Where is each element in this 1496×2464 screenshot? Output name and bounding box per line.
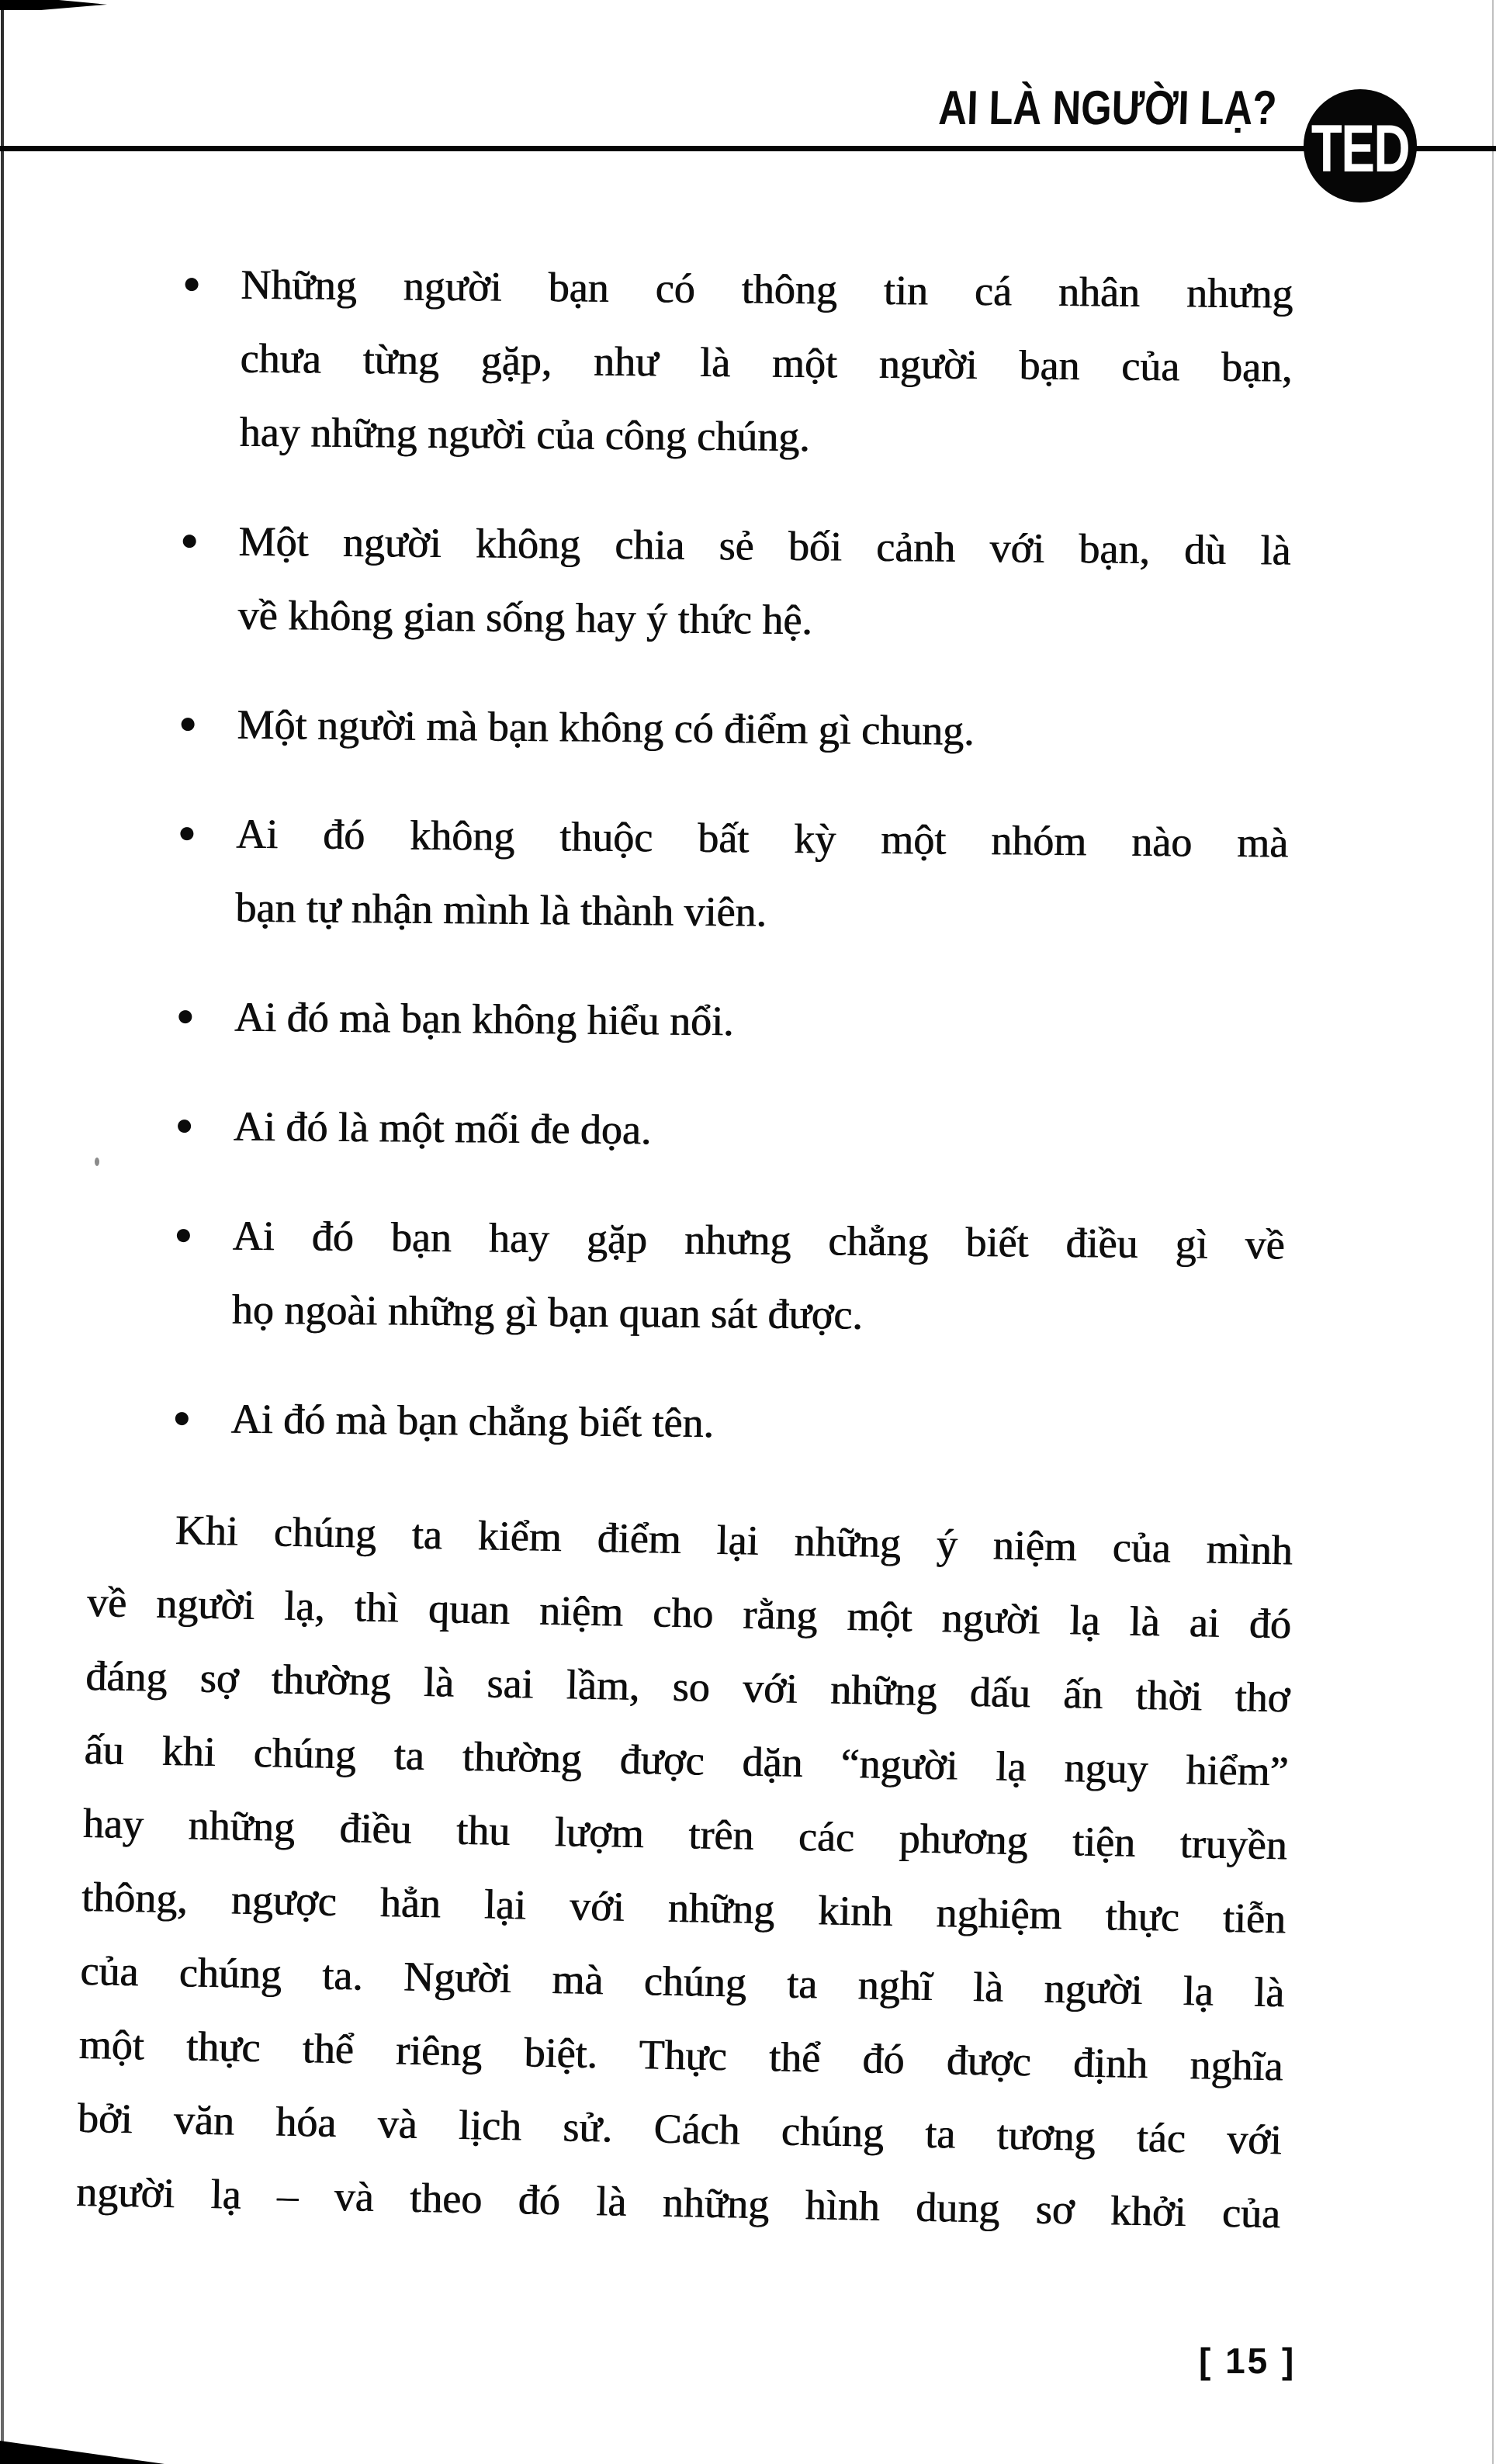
paragraph-line: ấu khi chúng ta thường được dặn “người lạ nguy hiểm” [84,1725,1290,1795]
bullet-text [230,1383,1283,1466]
bullet-line: Một người mà bạn không có điểm gì chung. [237,701,975,754]
bullet-text [234,1090,1286,1173]
bullet-line: bạn tự nhận mình là thành viên. [235,884,767,936]
bullet-item [88,247,1293,479]
bullet-line: Ai đó không thuộc bất kỳ một nhóm nào mà [236,810,1289,867]
bullet-line: Ai đó mà bạn chẳng biết tên. [230,1395,715,1447]
bullet-line: Ai đó là một mối đe dọa. [233,1102,652,1154]
page-left-edge-line [1,0,4,2464]
bullet-text [237,688,1290,771]
paragraph-line: người lạ – và theo đó là những hình dung sơ khởi của [75,2168,1281,2237]
page-right-edge-line [1492,0,1494,2464]
scan-artifact-bottom-left [0,2441,164,2464]
bullet-item [83,796,1289,954]
bullet-line: Ai đó mà bạn không hiểu nổi. [234,993,735,1045]
ted-logo [1304,89,1417,202]
bullet-list [78,247,1293,1465]
bullet-icon [185,278,199,291]
bullet-text [235,798,1289,954]
bullet-icon [182,718,195,731]
bullet-icon [175,1412,189,1425]
bullet-line: Một người không chia sẻ bối cảnh với bạn, dù là [238,517,1291,574]
bullet-item [82,979,1287,1064]
paragraph-line: một thực thể riêng biệt. Thực thể đó được định nghĩa [78,2020,1284,2090]
ted-logo-text: TED [1311,111,1410,186]
bullet-line: Những người bạn có thông tin cá nhân nhưng [241,261,1293,317]
header-rule [0,146,1496,151]
bullet-item [80,1198,1286,1356]
page-content [75,247,1293,2237]
bullet-icon [178,1010,192,1023]
bullet-icon [183,535,196,548]
paragraph-line: bởi văn hóa và lịch sử. Cách chúng ta tương tác với [77,2094,1283,2164]
bullet-text [237,505,1291,662]
bullet-item [85,687,1290,771]
bullet-icon [178,1120,191,1133]
paragraph-line: về người lạ, thì quan niệm cho rằng một người lạ là ai đó [86,1578,1292,1648]
bullet-line: họ ngoài những gì bạn quan sát được. [231,1286,864,1338]
paragraph-line: đáng sợ thường là sai lầm, so với những dấu ấn thời thơ [85,1652,1290,1722]
bullet-line: Ai đó bạn hay gặp nhưng chẳng biết điều gì về [232,1212,1286,1268]
bullet-text [232,1199,1286,1356]
bullet-icon [177,1229,190,1242]
paragraph-line: thông, ngược hẳn lại với những kinh nghiệm thực tiễn [81,1873,1286,1943]
scan-artifact-top-left [0,0,107,10]
running-head-title: AI LÀ NGƯỜI LẠ? [937,81,1277,135]
bullet-line: về không gian sống hay ý thức hệ. [237,591,813,644]
paragraph-line: của chúng ta. Người mà chúng ta nghĩ là người lạ là [80,1947,1285,2016]
paragraph-line: hay những điều thu lượm trên các phương tiện truyền [82,1799,1288,1869]
bullet-text [234,981,1287,1064]
bullet-line: hay những người của công chúng. [239,408,811,461]
bullet-icon [180,827,193,840]
bullet-item [78,1381,1283,1466]
paragraph-line: Khi chúng ta kiểm điểm lại những ý niệm của mình [175,1507,1293,1574]
page-number: [ 15 ] [1199,2341,1297,2381]
bullet-line: chưa từng gặp, như là một người bạn của bạn, [240,334,1293,391]
bullet-item [81,1088,1286,1173]
bullet-text [240,248,1293,479]
body-paragraph [76,1492,1293,2251]
bullet-item [85,504,1291,662]
